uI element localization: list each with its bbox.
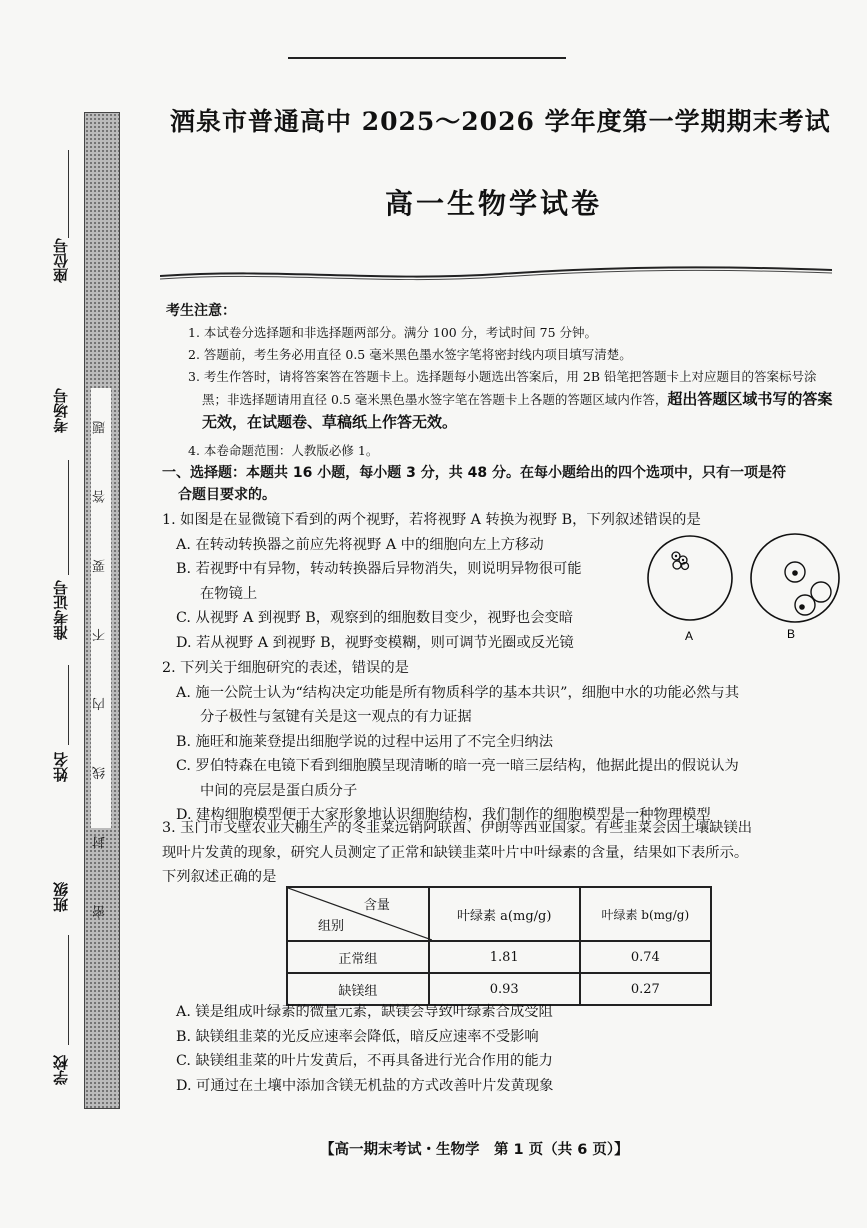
q2-stem: 2. 下列关于细胞研究的表述，错误的是 [162, 660, 409, 676]
q2-option-a-cont: 分子极性与氢键有关是这一观点的有力证据 [200, 709, 472, 725]
name-label: 姓名 [52, 752, 70, 782]
q3-option-c: C. 缺镁组韭菜的叶片发黄后，不再具备进行光合作用的能力 [176, 1053, 553, 1069]
field-a-label: A [684, 629, 694, 643]
seat-field-line [68, 150, 69, 238]
corner-top-label: 含量 [363, 898, 390, 913]
q3-option-a: A. 镁是组成叶绿素的微量元素，缺镁会导致叶绿素合成受阻 [176, 1004, 553, 1020]
class-blank-line [68, 935, 69, 1045]
q2-option-b: B. 施旺和施莱登提出细胞学说的过程中运用了不完全归纳法 [176, 733, 554, 750]
notice-item-3-emphasis: 超出答题区域书写的答案无效，在试题卷、草稿纸上作答无效。 [202, 390, 833, 431]
field-b [751, 534, 839, 622]
class-label: 班级 [52, 882, 70, 912]
q1-stem: 1. 如图是在显微镜下看到的两个视野，若将视野 A 转换为视野 B，下列叙述错误的是 [162, 512, 701, 528]
q3-option-b: B. 缺镁组韭菜的光反应速率会降低，暗反应速率不受影响 [176, 1028, 539, 1045]
chlorophyll-table [286, 886, 712, 1006]
question-3 [162, 816, 852, 890]
col-header-chl-b: 叶绿素 b(mg/g) [580, 887, 711, 941]
section-heading [162, 462, 842, 506]
q3-options [162, 1000, 842, 1098]
notice-item-4: 4. 本卷命题范围：人教版必修 1。 [188, 443, 379, 458]
row-chl-a: 0.93 [429, 973, 580, 1005]
section-heading-line1: 一、选择题：本题共 16 小题，每小题 3 分，共 48 分。在每小题给出的四个选项中，只有一项是符 [162, 465, 786, 481]
q1-option-b-cont: 在物镜上 [200, 585, 258, 602]
name-field-line [68, 665, 69, 745]
row-chl-b: 0.74 [580, 941, 711, 973]
q1-option-d: D. 若从视野 A 到视野 B，视野变模糊，则可调节光圈或反光镜 [176, 634, 574, 651]
q2-option-c: C. 罗伯特森在电镜下看到细胞膜呈现清晰的暗一亮一暗三层结构，他据此提出的假说认为 [176, 758, 739, 774]
row-group: 缺镁组 [287, 973, 429, 1005]
seal-text: 密 封 线 内 不 要 答 题 [93, 395, 108, 918]
q3-option-d: D. 可通过在土壤中添加含镁无机盐的方式改善叶片发黄现象 [176, 1077, 554, 1094]
table-corner-cell [287, 887, 429, 941]
notice-item-3-text: 3. 考生作答时，请将答案答在答题卡上。选择题每小题选出答案后，用 2B 铅笔把答题卡上对应题目的答案标号涂黑；非选择题请用直径 0.5 毫米黑色墨水签字笔在答题卡上各题的答题区域内作答， [188, 369, 817, 407]
q2-option-d: D. 建构细胞模型便于大家形象地认识细胞结构，我们制作的细胞模型是一种物理模型 [176, 807, 711, 823]
page-footer: 【高一期末考试・生物学 第 1 页（共 6 页）】 [320, 1142, 629, 1158]
top-rule [288, 57, 566, 59]
field-b-label: B [786, 627, 796, 641]
school-label: 学校 [52, 1055, 70, 1085]
admission-field-line [68, 460, 69, 575]
exam-notice [166, 300, 836, 462]
corner-bottom-label: 组别 [318, 919, 345, 934]
q2-option-a: A. 施一公院士认为“结构决定功能是所有物质科学的基本共识”，细胞中水的功能必然与其 [176, 684, 740, 701]
admission-label: 准考证号 [52, 580, 70, 640]
room-label: 考场号 [52, 388, 70, 433]
q3-stem-1: 3. 玉门市戈壁农业大棚生产的冬韭菜远销阿联酋、伊朗等西亚国家。有些韭菜会因土壤缺镁出 [162, 820, 753, 836]
field-a [648, 536, 732, 620]
notice-heading: 考生注意： [166, 303, 236, 319]
section-heading-line2: 合题目要求的。 [178, 487, 276, 503]
microscope-fields-figure [645, 528, 845, 646]
question-2 [162, 656, 852, 828]
col-header-chl-a: 叶绿素 a(mg/g) [429, 887, 580, 941]
seat-label: 座位号 [52, 238, 70, 283]
corner-diagonal [288, 888, 432, 940]
table-header-row [287, 887, 711, 941]
notice-item-2: 2. 答题前，考生务必用直径 0.5 毫米黑色墨水签字笔将密封线内项目填写清楚。 [188, 347, 632, 362]
notice-item-1: 1. 本试卷分选择题和非选择题两部分。满分 100 分，考试时间 75 分钟。 [188, 325, 598, 340]
row-chl-a: 1.81 [429, 941, 580, 973]
q1-option-c: C. 从视野 A 到视野 B，观察到的细胞数目变少，视野也会变暗 [176, 610, 574, 626]
q1-option-a: A. 在转动转换器之前应先将视野 A 中的细胞向左上方移动 [176, 536, 544, 553]
row-group: 正常组 [287, 941, 429, 973]
q3-stem-3: 下列叙述正确的是 [162, 869, 277, 885]
notice-item-3 [166, 366, 836, 434]
q1-option-b: B. 若视野中有异物，转动转换器后异物消失，则说明异物很可能 [176, 561, 582, 577]
row-chl-b: 0.27 [580, 973, 711, 1005]
table-row [287, 941, 711, 973]
q2-option-c-cont: 中间的亮层是蛋白质分子 [200, 782, 358, 799]
wave-divider [160, 262, 832, 284]
exam-subtitle: 高一生物学试卷 [385, 187, 603, 220]
q3-stem-2: 现叶片发黄的现象，研究人员测定了正常和缺镁韭菜叶片中叶绿素的含量，结果如下表所示。 [162, 844, 749, 861]
exam-title: 酒泉市普通高中 2025～2026 学年度第一学期期末考试 [170, 107, 831, 136]
